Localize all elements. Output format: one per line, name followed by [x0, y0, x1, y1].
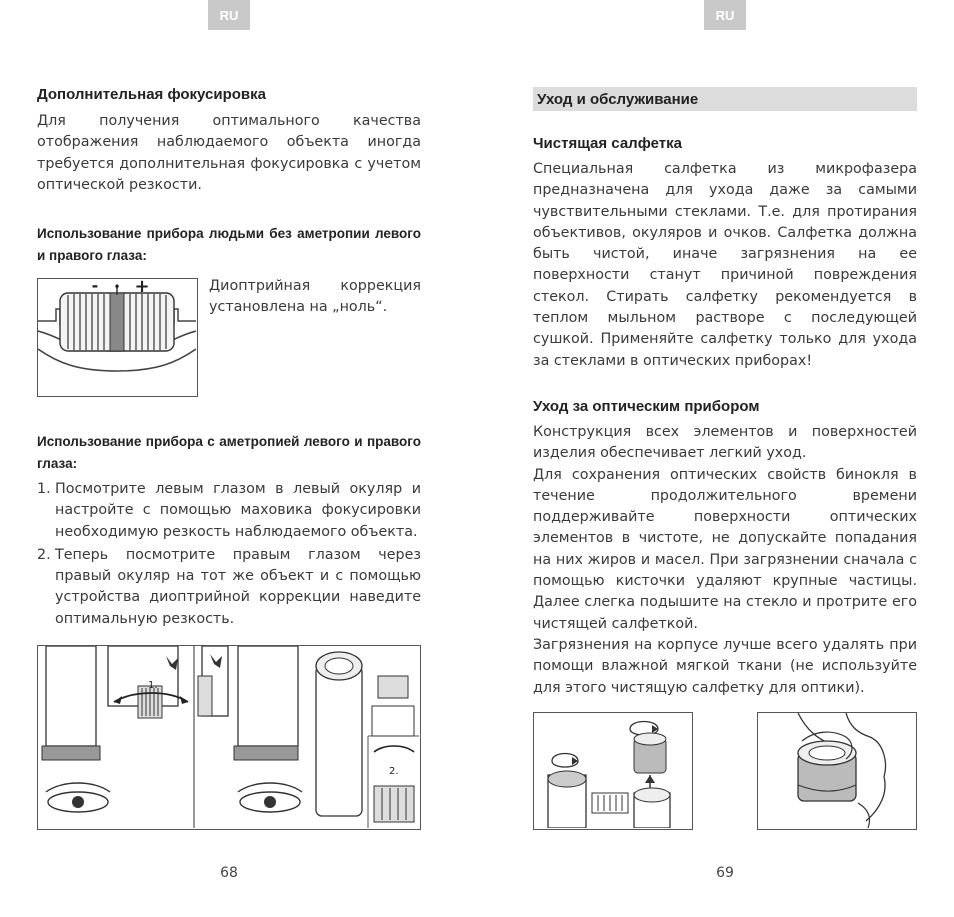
ametropia-steps-list	[37, 479, 421, 630]
subheading-no-ametropia: Использование прибора людьми без аметропии левого и правого глаза:	[37, 226, 421, 264]
figure-cleaning-eyecup	[757, 712, 917, 830]
focus-procedure-illustration	[38, 646, 419, 828]
step-number: 1.	[37, 481, 51, 497]
page-number-right: 69	[716, 865, 734, 881]
left-page-column	[37, 86, 421, 267]
diopter-wheel-illustration	[38, 279, 196, 395]
diopter-minus-mark: -	[91, 279, 99, 295]
figure-eyecup-removal	[533, 712, 693, 830]
language-tab-left: RU	[208, 0, 250, 30]
section-heading-focus: Дополнительная фокусировка	[37, 86, 266, 103]
eyecup-removal-illustration	[534, 713, 691, 828]
cleaning-cloth-paragraph: Специальная салфетка из микрофазера предназначена для ухода даже за самыми чувствительными стеклами. Т.е. для протирания объективов, окуляров и очков. Салфетка должна быть чистой, иначе загрязнения на ее поверхности станут причиной повреждения стекол. Стирать салфетку рекомендуется в теплом мыльном растворе с последующей сушкой. Применяйте салфетку только для ухода за стеклами в оптических приборах!	[533, 161, 917, 369]
section-band-care	[533, 87, 917, 111]
list-item	[37, 479, 421, 543]
diopter-plus-mark: +	[134, 279, 150, 297]
care-paragraph-1: Конструкция всех элементов и поверхностей изделия обеспечивает легкий уход.	[533, 423, 917, 462]
subheading-cleaning-cloth: Чистящая салфетка	[533, 135, 682, 152]
diopter-zero-mark: •	[113, 280, 121, 294]
language-tab-right: RU	[704, 0, 746, 30]
step-1-label: 1.	[148, 680, 158, 691]
step-2-label: 2.	[389, 766, 399, 777]
list-item	[37, 545, 421, 630]
page-number-left: 68	[220, 865, 238, 881]
right-page-column	[533, 87, 917, 699]
step-text: Теперь посмотрите правым глазом через правый окуляр на тот же объект и с помощью устройства диоптрийной коррекции наведите оптимальную резкость.	[55, 546, 421, 627]
care-paragraph-2: Для сохранения оптических свойств бинокля в течение продолжительного времени поддерживайте поверхности оптических элементов в чистоте, не допускайте попадания на них жиров и масел. При загрязнении сначала с помощью кисточки удаляют крупные частицы. Далее слегка подышите на стекло и протрите его чистящей салфеткой.	[533, 466, 917, 632]
focus-intro-paragraph: Для получения оптимального качества отображения наблюдаемого объекта иногда требуется дополнительная фокусировка с учетом оптической резкости.	[37, 113, 421, 193]
figure-diopter-wheel	[37, 278, 198, 397]
ametropia-section	[37, 431, 421, 630]
section-heading-care: Уход и обслуживание	[537, 90, 699, 108]
diopter-zero-caption: Диоптрийная коррекция установлена на „ноль“.	[209, 278, 421, 316]
figure-focus-procedure	[37, 645, 421, 830]
step-number: 2.	[37, 546, 51, 563]
subheading-device-care: Уход за оптическим прибором	[533, 397, 760, 415]
cleaning-eyecup-illustration	[758, 713, 915, 828]
step-text: Посмотрите левым глазом в левый окуляр и настройте с помощью маховика фокусировки необходимую резкость наблюдаемого объекта.	[55, 481, 421, 540]
care-paragraph-3: Загрязнения на корпусе лучше всего удалять при помощи влажной мягкой ткани (не используйте для этого чистящую салфетку для оптики).	[533, 636, 917, 696]
subheading-ametropia: Использование прибора с аметропией левого и правого глаза:	[37, 434, 421, 471]
